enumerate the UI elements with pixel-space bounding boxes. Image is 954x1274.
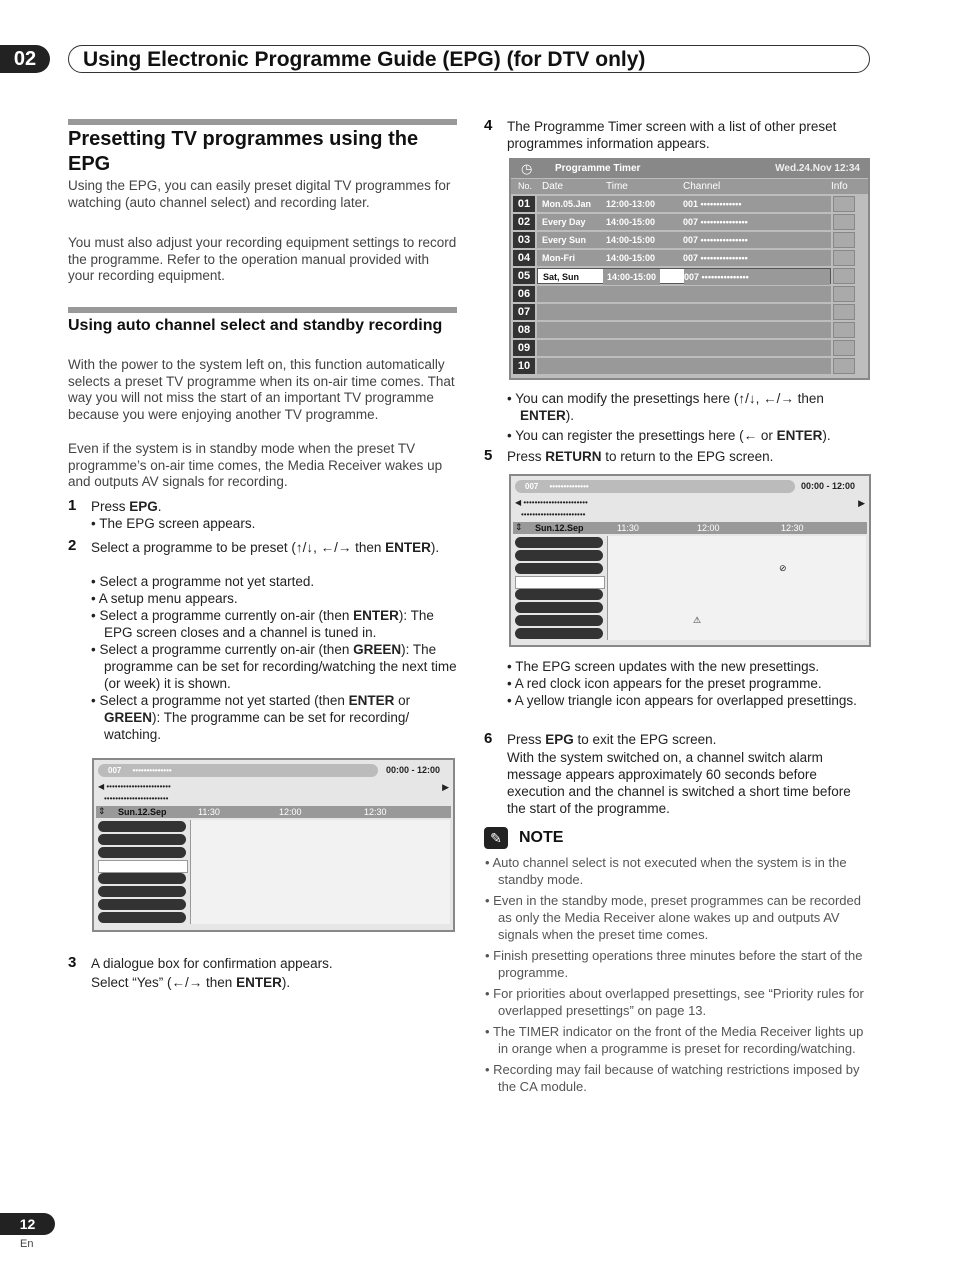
epg-date: Sun.12.Sep xyxy=(535,523,584,533)
timer-row-number: 03 xyxy=(513,232,535,248)
epg-channel-cell xyxy=(515,589,603,600)
timer-time: 14:00-15:00 xyxy=(603,269,660,285)
bullet: • A setup menu appears. xyxy=(91,591,238,606)
epg-channel-cell xyxy=(98,821,186,832)
epg-channel-cell xyxy=(515,576,605,589)
timer-time: 14:00-15:00 xyxy=(606,253,656,263)
epg-channel-cell xyxy=(515,550,603,561)
step-5-number: 5 xyxy=(484,447,493,464)
bullet: • Select a programme currently on-air (then GREEN): The programme can be set for recording/watching the next time (or week) it is shown. xyxy=(91,642,457,691)
timer-info-cell xyxy=(833,286,855,302)
bullet: • A yellow triangle icon appears for overlapped presettings. xyxy=(507,693,857,708)
column-header: No. xyxy=(518,181,533,191)
note-item: • Finish presetting operations three minutes before the start of the programme. xyxy=(485,948,863,980)
timer-datetime: Wed.24.Nov 12:34 xyxy=(775,163,860,174)
step-5-bullets xyxy=(507,658,872,709)
timer-row-body xyxy=(537,340,831,356)
timer-channel: 007 ••••••••••••••• xyxy=(683,253,748,263)
timer-info-cell xyxy=(833,358,855,374)
step-1-number: 1 xyxy=(68,497,77,514)
epg-programme-area xyxy=(190,820,450,924)
chapter-badge: 02 xyxy=(0,45,50,73)
timer-row-number: 06 xyxy=(513,286,535,302)
intro-paragraph-1: Using the EPG, you can easily preset digital TV programmes for watching (auto channel select) and recording later. xyxy=(68,178,451,210)
step-3-line-2: Select “Yes” (←/→ then ENTER). xyxy=(91,975,291,990)
timer-row-body xyxy=(537,268,831,284)
epg-channel-cell xyxy=(515,602,603,613)
timer-title: Programme Timer xyxy=(555,163,641,174)
epg-time-slot: 11:30 xyxy=(198,807,220,817)
timer-row-number: 07 xyxy=(513,304,535,320)
epg-time-slot: 12:00 xyxy=(697,523,720,533)
epg-channel-bar xyxy=(98,764,378,777)
step-6-detail: With the system switched on, a channel switch alarm message appears approximately 60 seconds before execution and the channel is switched a short time before the start of the programme. xyxy=(507,750,851,816)
epg-time-header xyxy=(96,806,451,818)
note-item: • Even in the standby mode, preset programmes can be recorded as only the Media Receiver alone wakes up and outputs AV signals when the preset time comes. xyxy=(485,893,861,942)
timer-date: Every Day xyxy=(542,217,586,227)
epg-channel-cell xyxy=(98,873,186,884)
timer-info-cell xyxy=(833,268,855,284)
column-header: Time xyxy=(606,181,628,192)
epg-channel-bar xyxy=(515,480,795,493)
timer-row-body xyxy=(537,196,831,212)
column-header: Channel xyxy=(683,181,721,192)
step-6-text: Press EPG to exit the EPG screen. xyxy=(507,732,717,747)
timer-row-number: 01 xyxy=(513,196,535,212)
epg-channel-name: •••••••••••••• xyxy=(132,766,172,775)
timer-info-cell xyxy=(833,322,855,338)
timer-row-number: 04 xyxy=(513,250,535,266)
timer-row-body xyxy=(537,250,831,266)
step-2-bullets xyxy=(91,573,457,743)
timer-date: Mon.05.Jan xyxy=(542,199,592,209)
pencil-icon: ✎ xyxy=(484,827,508,849)
epg-time-slot: 12:30 xyxy=(364,807,387,817)
step-2-text: Select a programme to be preset (↑/↓, ←/→ then ENTER). xyxy=(91,540,440,555)
epg-time-slot: 11:30 xyxy=(617,523,639,533)
epg-channel-cell xyxy=(98,834,186,845)
epg-channel-cell xyxy=(515,537,603,548)
epg-channel-cell xyxy=(98,899,186,910)
clock-icon: ◷ xyxy=(521,161,533,176)
timer-info-cell xyxy=(833,304,855,320)
step-4-bullets xyxy=(507,390,872,444)
timer-title-bar xyxy=(511,160,868,178)
yellow-triangle-icon: ⚠ xyxy=(693,615,702,625)
epg-channel-cell xyxy=(98,912,186,923)
epg-grid xyxy=(96,820,451,928)
red-clock-icon: ⊘ xyxy=(779,563,787,573)
timer-channel: 007 ••••••••••••••• xyxy=(683,217,748,227)
epg-programme-area xyxy=(607,536,866,640)
bullet: • You can register the presettings here (← or ENTER). xyxy=(507,428,831,443)
body-paragraph-2: Even if the system is in standby mode when the preset TV programme’s on-air time comes, the Media Receiver wakes up and outputs AV signals for recording. xyxy=(68,441,443,490)
subsection-title: Using auto channel select and standby recording xyxy=(68,317,443,334)
step-3-number: 3 xyxy=(68,954,77,971)
note-title: NOTE xyxy=(519,829,564,846)
timer-row-body xyxy=(537,232,831,248)
page-number: 12 xyxy=(0,1213,55,1235)
step-2-number: 2 xyxy=(68,537,77,554)
epg-channel-cell xyxy=(98,847,186,858)
timer-info-cell xyxy=(833,250,855,266)
section-rule xyxy=(68,119,457,125)
bullet: • Select a programme currently on-air (then ENTER): The EPG screen closes and a channel is tuned in. xyxy=(91,608,434,640)
updown-icon: ⇕ xyxy=(515,522,523,532)
timer-row-number: 09 xyxy=(513,340,535,356)
timer-time: 12:00-13:00 xyxy=(606,199,656,209)
timer-row-body xyxy=(537,358,831,374)
epg-screen-updated-image xyxy=(509,474,871,647)
timer-row-body xyxy=(537,304,831,320)
epg-grid xyxy=(513,536,867,644)
epg-time-slot: 12:30 xyxy=(781,523,804,533)
timer-row-body xyxy=(537,286,831,302)
note-list xyxy=(485,854,867,1099)
timer-row-body xyxy=(537,322,831,338)
note-item: • Recording may fail because of watching restrictions imposed by the CA module. xyxy=(485,1062,860,1094)
bullet: • The EPG screen updates with the new presettings. xyxy=(507,659,820,674)
epg-channel-name: •••••••••••••• xyxy=(549,482,589,491)
step-5-text: Press RETURN to return to the EPG screen. xyxy=(507,449,774,464)
bullet: • A red clock icon appears for the preset programme. xyxy=(507,676,822,691)
note-item: • The TIMER indicator on the front of the Media Receiver lights up in orange when a programme is preset for recording/watching. xyxy=(485,1024,864,1056)
epg-date: Sun.12.Sep xyxy=(118,807,167,817)
timer-info-cell xyxy=(833,214,855,230)
epg-right-arrow-icon: ▶ xyxy=(858,498,865,508)
timer-time: 14:00-15:00 xyxy=(606,235,656,245)
timer-info-cell xyxy=(833,196,855,212)
step-4-number: 4 xyxy=(484,117,493,134)
epg-channel-cell xyxy=(98,860,188,873)
timer-time: 14:00-15:00 xyxy=(606,217,656,227)
timer-date: Mon-Fri xyxy=(542,253,575,263)
timer-info-cell xyxy=(833,340,855,356)
column-header: Date xyxy=(542,181,564,192)
epg-channel-number: 007 xyxy=(525,482,539,491)
step-4-text: The Programme Timer screen with a list of other preset programmes information appears. xyxy=(507,119,837,151)
timer-info-cell xyxy=(833,232,855,248)
note-item: • For priorities about overlapped presettings, see “Priority rules for overlapped presettings” on page 13. xyxy=(485,986,864,1018)
section-title: Presetting TV programmes using the EPG xyxy=(68,128,419,175)
timer-channel: 001 ••••••••••••• xyxy=(683,199,742,209)
epg-time-range: 00:00 - 12:00 xyxy=(386,765,441,775)
step-1-text: Press EPG. xyxy=(91,499,162,514)
language-code: En xyxy=(20,1238,34,1250)
epg-screen-image xyxy=(92,758,455,932)
timer-row-body xyxy=(537,214,831,230)
epg-channel-cell xyxy=(515,628,603,639)
timer-channel: 007 ••••••••••••••• xyxy=(684,269,830,285)
epg-info-line-2: ••••••••••••••••••••••• xyxy=(104,794,169,803)
epg-channel-number: 007 xyxy=(108,766,122,775)
epg-channel-cell xyxy=(98,886,186,897)
timer-row-number: 02 xyxy=(513,214,535,230)
timer-row-number: 05 xyxy=(513,268,535,284)
programme-timer-screen xyxy=(509,158,870,380)
updown-icon: ⇕ xyxy=(98,806,106,816)
epg-time-header xyxy=(513,522,867,534)
timer-channel: 007 ••••••••••••••• xyxy=(683,235,748,245)
chapter-title: Using Electronic Programme Guide (EPG) (for DTV only) xyxy=(68,45,870,73)
bullet: • You can modify the presettings here (↑/↓, ←/→ then ENTER). xyxy=(507,391,824,423)
subsection-rule xyxy=(68,307,457,313)
column-header: Info xyxy=(831,181,848,192)
timer-row-number: 10 xyxy=(513,358,535,374)
epg-channel-cell xyxy=(515,563,603,574)
step-6-number: 6 xyxy=(484,730,493,747)
epg-info-line-1: ◀ ••••••••••••••••••••••• xyxy=(98,782,171,791)
epg-info-line-2: ••••••••••••••••••••••• xyxy=(521,510,586,519)
epg-time-range: 00:00 - 12:00 xyxy=(801,481,856,491)
body-paragraph-1: With the power to the system left on, this function automatically selects a preset TV programme when its on-air time comes. That way you will not miss the start of an important TV programme because you were enjoying another TV programme. xyxy=(68,357,455,422)
timer-date: Every Sun xyxy=(542,235,587,245)
bullet: • Select a programme not yet started. xyxy=(91,574,315,589)
epg-right-arrow-icon: ▶ xyxy=(442,782,449,792)
intro-paragraph-2: You must also adjust your recording equipment settings to record the programme. Refer to the operation manual provided with your recording equipment. xyxy=(68,235,457,284)
step-1-bullet: • The EPG screen appears. xyxy=(91,516,256,531)
epg-channel-cell xyxy=(515,615,603,626)
epg-info-line-1: ◀ ••••••••••••••••••••••• xyxy=(515,498,588,507)
timer-column-header xyxy=(511,179,868,194)
bullet: • Select a programme not yet started (then ENTER or GREEN): The programme can be set for recording/ watching. xyxy=(91,693,411,742)
timer-date: Sat, Sun xyxy=(543,272,580,282)
note-item: • Auto channel select is not executed when the system is in the standby mode. xyxy=(485,855,847,887)
epg-time-slot: 12:00 xyxy=(279,807,302,817)
timer-row-number: 08 xyxy=(513,322,535,338)
step-3-line-1: A dialogue box for confirmation appears. xyxy=(91,956,333,971)
